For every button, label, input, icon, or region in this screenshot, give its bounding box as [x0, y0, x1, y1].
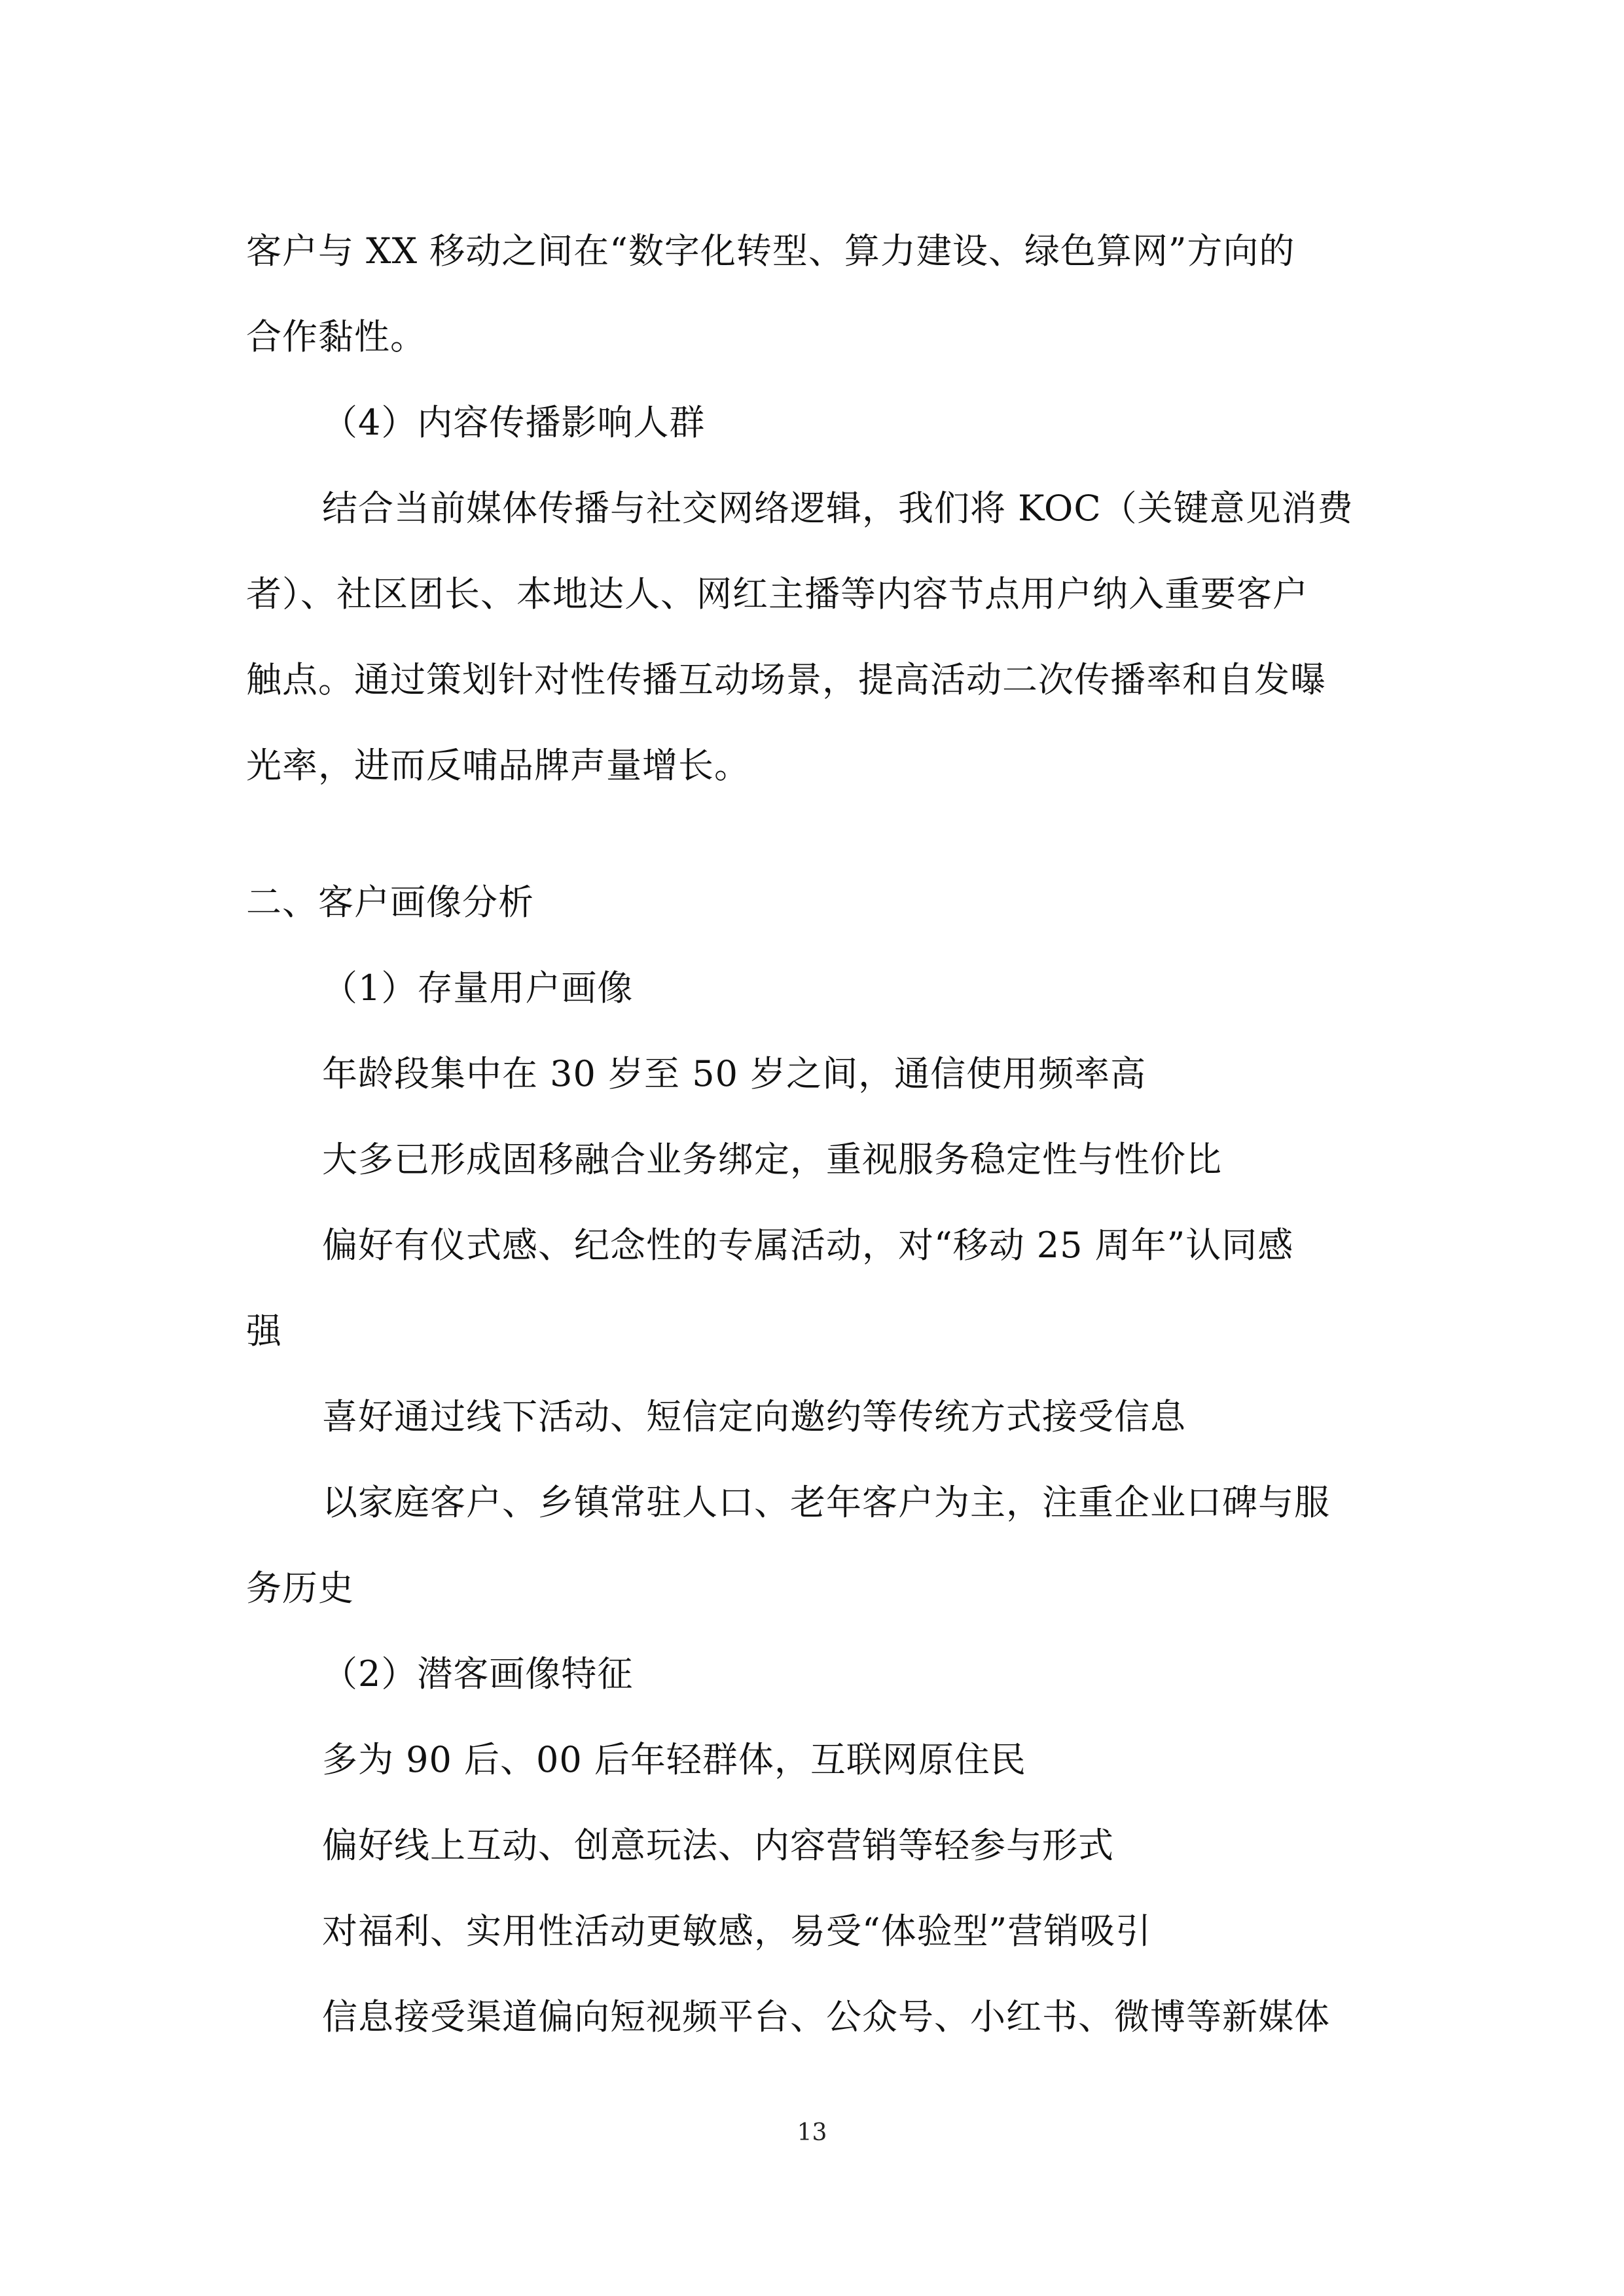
- list-line: 对福利、实用性活动更敏感，易受“体验型”营销吸引: [322, 1910, 1152, 1952]
- subheading-potential-users: （2）潜客画像特征: [322, 1653, 634, 1695]
- subheading-content-spread: （4）内容传播影响人群: [322, 402, 706, 443]
- list-line: 年龄段集中在 30 岁至 50 岁之间，通信使用频率高: [322, 1053, 1147, 1094]
- paragraph-line: 结合当前媒体传播与社交网络逻辑，我们将 KOC（关键意见消费: [322, 488, 1354, 529]
- document-body: [246, 208, 1385, 2060]
- list-line: 多为 90 后、00 后年轻群体，互联网原住民: [322, 1739, 1026, 1780]
- list-line: 大多已形成固移融合业务绑定，重视服务稳定性与性价比: [322, 1139, 1222, 1180]
- paragraph-line: 者）、社区团长、本地达人、网红主播等内容节点用户纳入重要客户: [246, 573, 1308, 615]
- list-line: 信息接受渠道偏向短视频平台、公众号、小红书、微博等新媒体: [322, 1996, 1330, 2037]
- paragraph-line: 触点。通过策划针对性传播互动场景，提高活动二次传播率和自发曝: [246, 659, 1326, 700]
- list-line: 喜好通过线下活动、短信定向邀约等传统方式接受信息: [322, 1396, 1186, 1437]
- list-line: 偏好线上互动、创意玩法、内容营销等轻参与形式: [322, 1825, 1114, 1866]
- list-line: 偏好有仪式感、纪念性的专属活动，对“移动 25 周年”认同感: [322, 1225, 1294, 1266]
- paragraph-line: 客户与 XX 移动之间在“数字化转型、算力建设、绿色算网”方向的: [246, 230, 1295, 272]
- list-line: 以家庭客户、乡镇常驻人口、老年客户为主，注重企业口碑与服: [322, 1482, 1330, 1523]
- list-line-continuation: 强: [246, 1310, 282, 1352]
- section-heading-customer-profile: 二、客户画像分析: [246, 882, 534, 923]
- list-line-continuation: 务历史: [246, 1568, 354, 1609]
- subheading-existing-users: （1）存量用户画像: [322, 967, 634, 1009]
- paragraph-line: 光率，进而反哺品牌声量增长。: [246, 745, 750, 786]
- page-number: 13: [797, 2119, 827, 2146]
- paragraph-line: 合作黏性。: [246, 316, 426, 357]
